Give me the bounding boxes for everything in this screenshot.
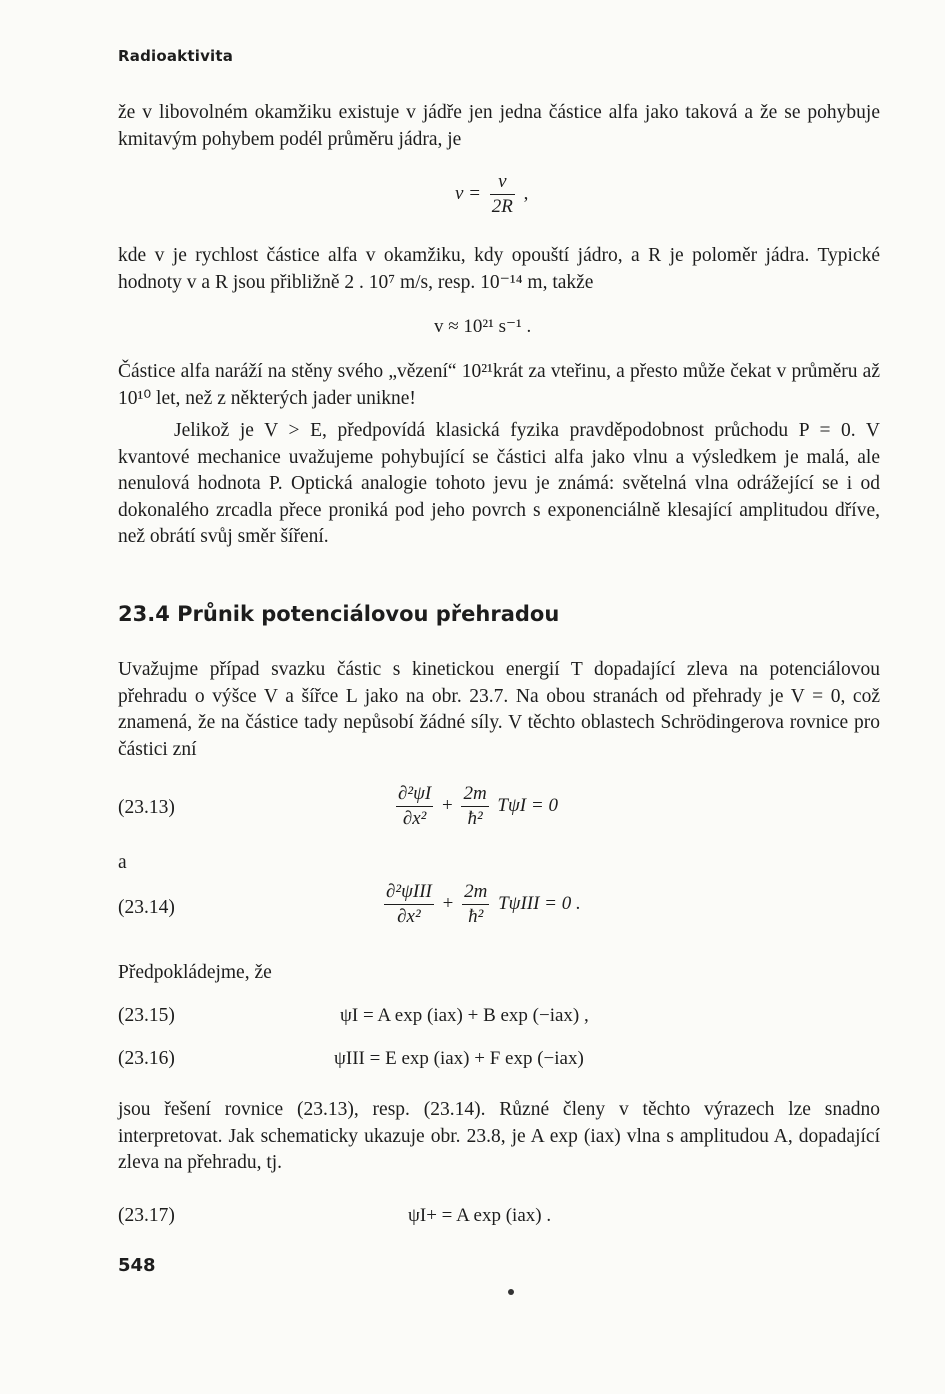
paragraph-5: Uvažujme případ svazku částic s kinetickou energií T dopadající zleva na potenciálovou přehradu o výšce V a šířce L jako na obr. 23.7. Na obou stranách od přehrady je V = 0, což znamená, že na částice tady nepůsobí žádné síly. V těchto oblastech Schrödingerova rovnice pro částici zní <box>118 659 880 760</box>
fraction-denominator: 2R <box>491 196 513 217</box>
equation-23-13 <box>392 782 558 831</box>
plus-sign: + <box>441 794 453 816</box>
paragraph-4: Jelikož je V > E, předpovídá klasická fyzika pravděpodobnost průchodu P = 0. V kvantové mechanice uvažujeme pohybující se částici alfa jako vlnu a výsledkem je malá, ale nenulová hodnota P. Optická analogie tohoto jevu je známá: světelná vlna odrážející se i od dokonalého zrcadla přece proniká pod jeho povrch s exponenciálně klesající amplitudou dříve, než obrátí svůj směr šíření. <box>118 420 880 547</box>
fraction-derivative <box>384 880 434 929</box>
fraction-denominator: ∂x² <box>402 808 427 829</box>
paragraph-1: že v libovolném okamžiku existuje v jádře jen jedna částice alfa jako taková a že se pohybuje kmitavým pohybem podél průměru jádra, je <box>118 102 880 150</box>
equation-rest: TψIII = 0 . <box>498 892 581 914</box>
page-number: 548 <box>118 1255 156 1276</box>
paragraph-7: jsou řešení rovnice (23.13), resp. (23.14). Různé členy v těchto výrazech lze snadno interpretovat. Jak schematicky ukazuje obr. 23.8, je A exp (iax) vlna s amplitudou A, dopadající zleva na přehradu, tj. <box>118 1099 880 1173</box>
equation-label-23-14: (23.14) <box>118 897 175 918</box>
equation-label-23-15: (23.15) <box>118 1005 175 1026</box>
fraction-derivative <box>396 782 433 831</box>
paragraph-3: Částice alfa naráží na stěny svého „vězení“ 10²¹krát za vteřinu, a přesto může čekat v průměru až 10¹⁰ let, než z některých jader unikne! <box>118 361 880 409</box>
fraction-numerator: ∂²ψI <box>396 782 433 807</box>
fraction-denominator: ∂x² <box>397 906 421 927</box>
equation-label-23-16: (23.16) <box>118 1048 175 1069</box>
fraction-coefficient <box>461 782 488 831</box>
plus-sign: + <box>442 892 454 914</box>
equation-lhs: v = <box>455 182 482 204</box>
fraction-coefficient <box>462 880 489 929</box>
conjunction-a: a <box>118 852 127 873</box>
equation-rest: TψI = 0 <box>497 794 558 816</box>
equation-23-17: ψI+ = A exp (iax) . <box>408 1205 552 1226</box>
fraction-numerator: 2m <box>461 782 488 807</box>
fraction <box>490 170 515 219</box>
fraction-numerator: 2m <box>462 880 489 905</box>
running-header: Radioaktivita <box>118 47 234 65</box>
fraction-numerator: v <box>490 170 515 195</box>
ink-dot <box>508 1289 514 1295</box>
equation-23-15: ψI = A exp (iax) + B exp (−iax) , <box>340 1005 589 1026</box>
equation-label-23-13: (23.13) <box>118 797 175 818</box>
fraction-denominator: ħ² <box>468 906 484 927</box>
section-heading: 23.4 Průnik potenciálovou přehradou <box>118 602 560 626</box>
fraction-denominator: ħ² <box>467 808 483 829</box>
equation-23-16: ψIII = E exp (iax) + F exp (−iax) <box>334 1048 584 1069</box>
equation-23-14 <box>380 880 581 929</box>
equation-label-23-17: (23.17) <box>118 1205 175 1226</box>
paragraph-6: Předpokládejme, že <box>118 962 272 983</box>
equation-tail: , <box>523 182 529 204</box>
paragraph-2: kde v je rychlost částice alfa v okamžiku, kdy opouští jádro, a R je poloměr jádra. Typické hodnoty v a R jsou přibližně 2 . 10⁷ m/s, resp. 10⁻¹⁴ m, takže <box>118 245 880 293</box>
fraction-numerator: ∂²ψIII <box>384 880 434 905</box>
equation-nu-estimate: v ≈ 10²¹ s⁻¹ . <box>434 316 532 337</box>
equation-nu-frequency <box>455 170 528 219</box>
